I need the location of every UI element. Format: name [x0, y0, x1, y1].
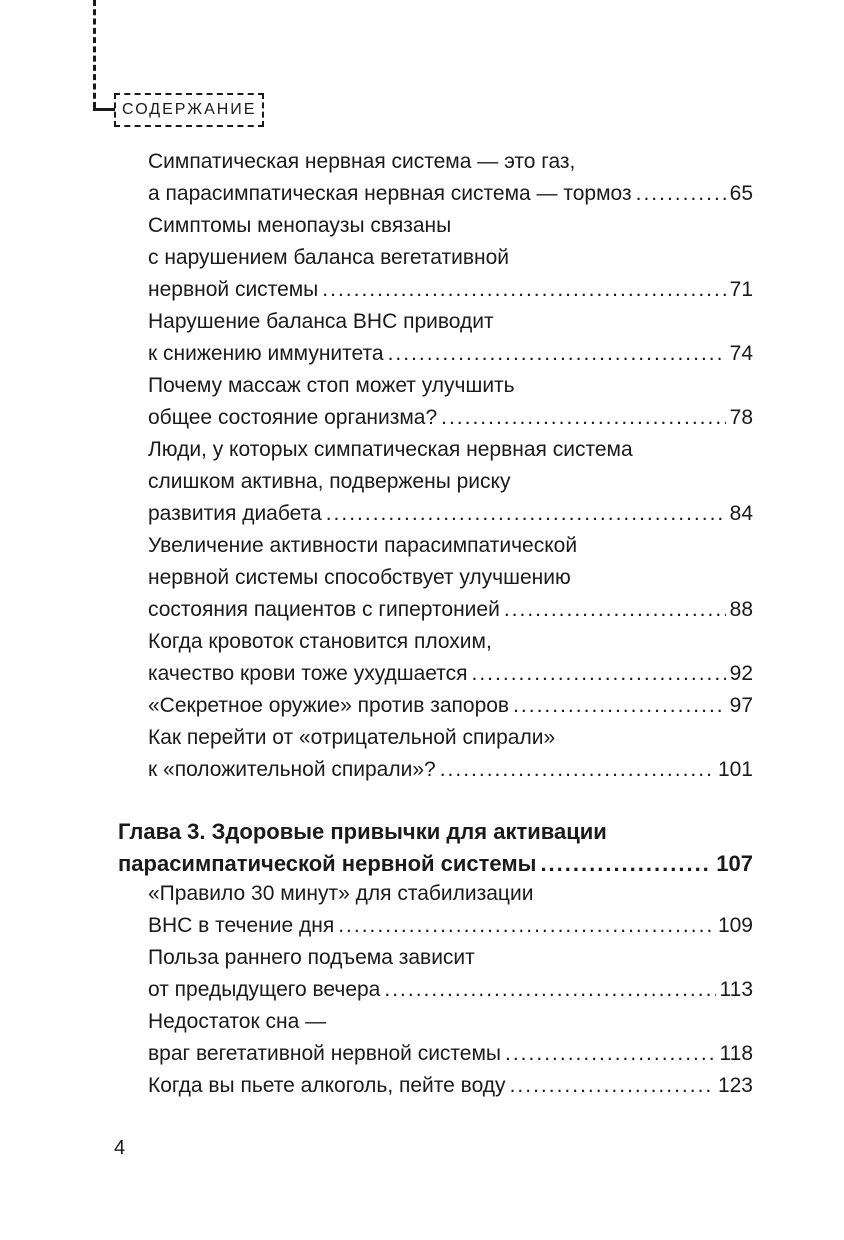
toc-entry-text: Симпатическая нервная система — это газ, — [148, 150, 576, 173]
toc-entry-last-line[interactable] — [148, 690, 753, 722]
frame-vertical-rule — [93, 0, 96, 108]
section-header — [114, 93, 264, 127]
toc-page-number: 88 — [729, 598, 753, 621]
leader-dots — [441, 402, 726, 434]
chapter-heading-line1 — [118, 815, 753, 849]
toc-entry-last-line[interactable] — [148, 974, 753, 1006]
toc-page-number: 109 — [717, 914, 753, 937]
leader-dots — [510, 1070, 714, 1102]
toc-entry-text: состояния пациентов с гипертонией — [148, 598, 500, 621]
leader-dots — [540, 847, 712, 881]
chapter-heading-line2[interactable] — [118, 847, 753, 881]
toc-entry-text: враг вегетативной нервной системы — [148, 1042, 502, 1065]
toc-entry-line — [148, 530, 753, 562]
toc-entry-text: Симптомы менопаузы связаны — [148, 214, 452, 237]
toc-entry-text: качество крови тоже ухудшается — [148, 662, 468, 685]
toc-page-number: 113 — [719, 978, 753, 1001]
toc-entry-text: Нарушение баланса ВНС приводит — [148, 310, 494, 333]
toc-entry-last-line[interactable] — [148, 1038, 753, 1070]
leader-dots — [388, 338, 726, 370]
toc-entry-line — [148, 722, 753, 754]
toc-entry-text: Увеличение активности парасимпатической — [148, 534, 578, 557]
section-header-label: СОДЕРЖАНИЕ — [122, 101, 257, 118]
toc-entry-text: Когда кровоток становится плохим, — [148, 630, 492, 653]
toc-entry-last-line[interactable] — [148, 658, 753, 690]
toc-entry-line — [148, 242, 753, 274]
toc-entry-text: развития диабета — [148, 502, 322, 525]
leader-dots — [322, 274, 725, 306]
toc-entry-line — [148, 306, 753, 338]
leader-dots — [472, 658, 726, 690]
leader-dots — [326, 498, 726, 530]
toc-entry-text: к «положительной спирали»? — [148, 758, 436, 781]
toc-entry-text: нервной системы способствует улучшению — [148, 566, 571, 589]
page-number: 4 — [114, 1137, 126, 1159]
toc-entry-last-line[interactable] — [148, 274, 753, 306]
toc-entry-last-line[interactable] — [148, 338, 753, 370]
toc-entry-line — [148, 942, 753, 974]
toc-entry-line — [148, 466, 753, 498]
toc-entry-text: к снижению иммунитета — [148, 342, 384, 365]
toc-entry-text: Как перейти от «отрицательной спирали» — [148, 726, 556, 749]
leader-dots — [636, 178, 726, 210]
toc-entry-text: ВНС в течение дня — [148, 914, 335, 937]
frame-horizontal-rule — [93, 108, 115, 111]
toc-entry-text: Недостаток сна — — [148, 1010, 327, 1033]
toc-page-number: 71 — [729, 278, 753, 301]
toc-entry-text: «Секретное оружие» против запоров — [148, 694, 510, 717]
toc-entry-last-line[interactable] — [148, 1070, 753, 1102]
toc-entry-line — [148, 210, 753, 242]
toc-page-number: 84 — [729, 502, 753, 525]
toc-page-number: 74 — [729, 342, 753, 365]
leader-dots — [504, 594, 726, 626]
chapter-page-number: 107 — [716, 851, 753, 876]
toc-entry-line — [148, 1006, 753, 1038]
toc-entry-text: нервной системы — [148, 278, 319, 301]
toc-entry-text: общее состояние организма? — [148, 406, 438, 429]
toc-entry-line — [148, 626, 753, 658]
leader-dots — [384, 974, 715, 1006]
toc-entry-text: Люди, у которых симпатическая нервная система — [148, 438, 633, 461]
toc-entry-last-line[interactable] — [148, 498, 753, 530]
chapter-heading-text: парасимпатической нервной системы — [118, 851, 537, 876]
toc-entry-text: «Правило 30 минут» для стабилизации — [148, 882, 534, 905]
toc-entry-text: Когда вы пьете алкоголь, пейте воду — [148, 1074, 506, 1097]
toc-entry-line — [148, 878, 753, 910]
toc-page-number: 123 — [717, 1074, 753, 1097]
toc-entry-line — [148, 146, 753, 178]
toc-entry-text: с нарушением баланса вегетативной — [148, 246, 510, 269]
leader-dots — [513, 690, 726, 722]
toc-page-number: 78 — [729, 406, 753, 429]
toc-entry-line — [148, 562, 753, 594]
toc-entry-text: слишком активна, подвержены риску — [148, 470, 511, 493]
toc-page-number: 97 — [729, 694, 753, 717]
toc-page-number: 118 — [719, 1042, 753, 1065]
toc-entry-last-line[interactable] — [148, 402, 753, 434]
leader-dots — [505, 1038, 716, 1070]
toc-entry-line — [148, 370, 753, 402]
toc-entry-text: Польза раннего подъема зависит — [148, 946, 475, 969]
toc-entry-text: от предыдущего вечера — [148, 978, 381, 1001]
toc-entry-last-line[interactable] — [148, 178, 753, 210]
toc-page-number: 92 — [729, 662, 753, 685]
chapter-heading-text: Глава 3. Здоровые привычки для активации — [118, 819, 607, 844]
leader-dots — [338, 910, 714, 942]
toc-entry-line — [148, 434, 753, 466]
toc-page-number: 65 — [729, 182, 753, 205]
toc-entry-text: Почему массаж стоп может улучшить — [148, 374, 515, 397]
leader-dots — [440, 754, 714, 786]
toc-entry-text: а парасимпатическая нервная система — тормоз — [148, 182, 632, 205]
toc-page-number: 101 — [717, 758, 753, 781]
toc-entry-last-line[interactable] — [148, 910, 753, 942]
toc-entry-last-line[interactable] — [148, 594, 753, 626]
toc-entry-last-line[interactable] — [148, 754, 753, 786]
